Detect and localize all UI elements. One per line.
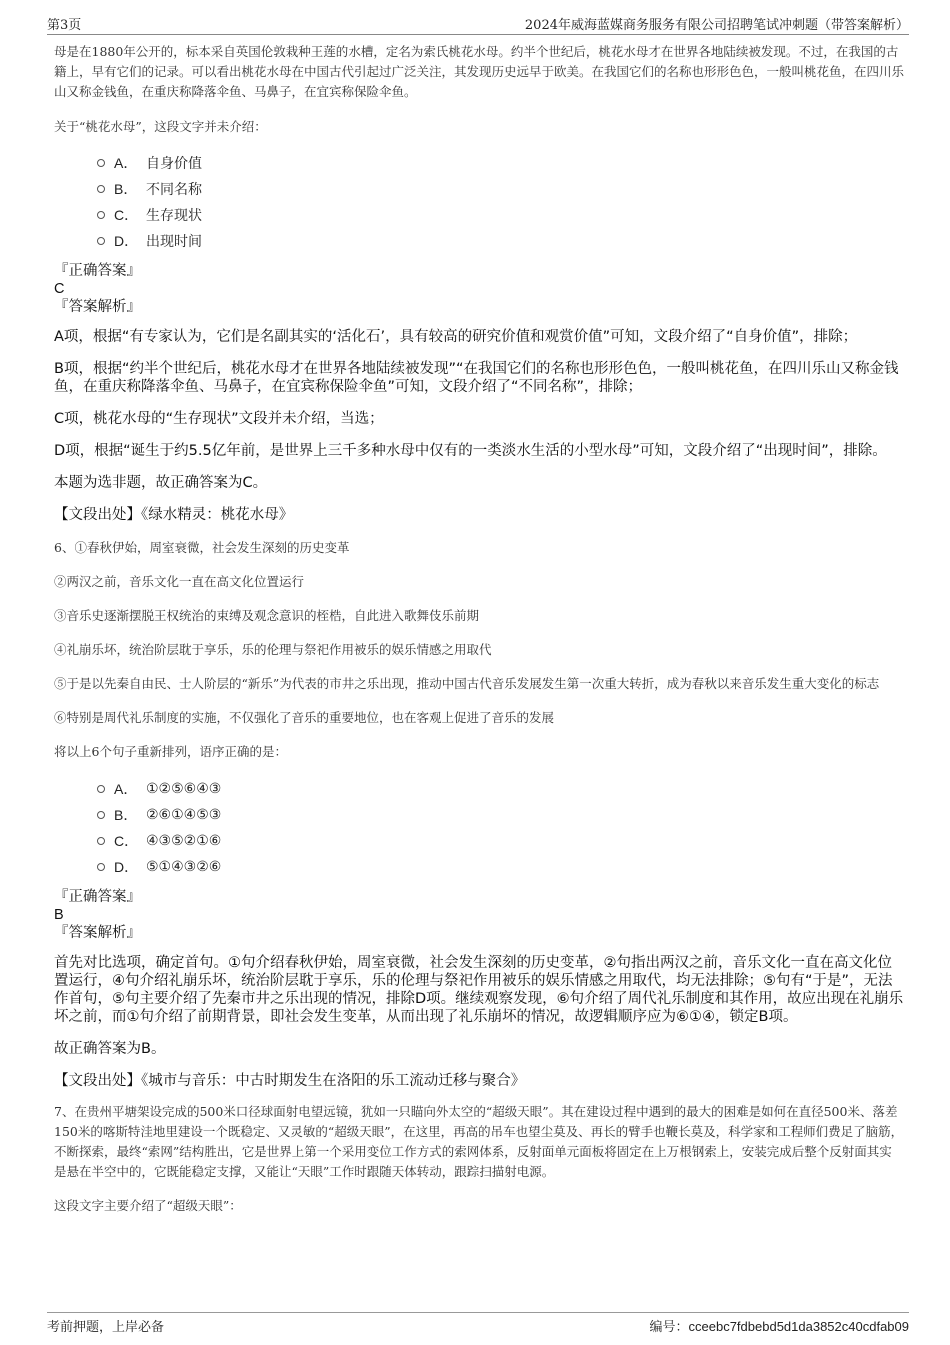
q6-sentence-3: ③音乐史逐渐摆脱王权统治的束缚及观念意识的桎梏，自此进入歌舞伎乐前期	[54, 608, 480, 623]
code-label: 编号：	[649, 1320, 689, 1335]
q5-analysis-c: C项，桃花水母的“生存现状”文段并未介绍，当选；	[54, 411, 384, 427]
source-label: 【文段出处】	[54, 507, 141, 523]
q6-analysis-label: 『答案解析』	[54, 925, 141, 941]
q6-option-a[interactable]	[54, 776, 904, 802]
option-text: 不同名称	[146, 182, 202, 198]
q6-answer: B	[54, 907, 64, 923]
q6-option-b[interactable]	[54, 802, 904, 828]
radio-icon[interactable]	[97, 211, 105, 219]
q5-option-b[interactable]	[54, 176, 904, 202]
option-key: B．	[114, 181, 138, 197]
q5-analysis-b: B项，根据“约半个世纪后，桃花水母才在世界各地陆续被发现”“在我国它们的名称也形形色色，一般叫桃花鱼，在四川乐山又称金钱鱼，在重庆称降落伞鱼、马鼻子，在宜宾称保险伞鱼”可知，文段介绍了“不同名称”，排除；	[54, 361, 899, 395]
option-key: B．	[114, 807, 138, 823]
source-title: 《绿水精灵：桃花水母》	[141, 507, 294, 523]
q5-conclusion: 本题为选非题，故正确答案为C。	[54, 475, 268, 491]
q5-passage: 母是在1880年公开的，标本采自英国伦敦栽种王莲的水槽，定名为索氏桃花水母。约半个世纪后，桃花水母才在世界各地陆续被发现。不过，在我国的古籍上，早有它们的记录。可以看出桃花水母在中国古代引起过广泛关注，其发现历史远早于欧美。在我国它们的名称也形形色色，一般叫桃花鱼，在四川乐山又称金钱鱼，在重庆称降落伞鱼、马鼻子，在宜宾称保险伞鱼。	[54, 44, 905, 99]
q5-analysis-a: A项，根据“有专家认为，它们是名副其实的‘活化石’，具有较高的研究价值和观赏价值”可知，文段介绍了“自身价值”，排除；	[54, 329, 858, 345]
q5-answer-label: 『正确答案』	[54, 263, 141, 279]
q6-source	[54, 1072, 904, 1090]
q7-passage: 7、在贵州平塘架设完成的500米口径球面射电望远镜，犹如一只瞄向外太空的“超级天眼”。其在建设过程中遇到的最大的困难是如何在直径500米、落差150米的喀斯特洼地里建设一个既稳定、又灵敏的“超级天眼”，在这里，再高的吊车也望尘莫及、再长的臂手也鞭长莫及，科学家和工程师们费足了脑筋，不断探索，最终“索网”结构胜出，它是世界上第一个采用变位工作方式的索网体系，反射面单元面板将固定在上万根钢索上，安装完成后整个反射面其实是悬在半空中的，它既能稳定支撑，又能让“天眼”工作时跟随天体转动，跟踪扫描射电源。	[54, 1104, 904, 1179]
q6-option-d[interactable]	[54, 854, 904, 880]
radio-icon[interactable]	[97, 185, 105, 193]
page-header	[47, 12, 909, 35]
q6-sentence-1: 6、①春秋伊始，周室衰微，社会发生深刻的历史变革	[54, 540, 350, 555]
option-text: 生存现状	[146, 208, 202, 224]
q5-option-d[interactable]	[54, 228, 904, 254]
radio-icon[interactable]	[97, 863, 105, 871]
source-label: 【文段出处】	[54, 1073, 141, 1089]
q6-sentence-4: ④礼崩乐坏，统治阶层耽于享乐，乐的伦理与祭祀作用被乐的娱乐情感之用取代	[54, 642, 492, 657]
radio-icon[interactable]	[97, 159, 105, 167]
option-key: A．	[114, 155, 138, 171]
q5-answer: C	[54, 281, 65, 297]
q5-analysis-d: D项，根据“诞生于约5.5亿年前，是世界上三千多种水母中仅有的一类淡水生活的小型水母”可知，文段介绍了“出现时间”，排除。	[54, 443, 887, 459]
q5-analysis-label: 『答案解析』	[54, 299, 141, 315]
radio-icon[interactable]	[97, 837, 105, 845]
option-key: D．	[114, 233, 139, 249]
q6-question: 将以上6个句子重新排列，语序正确的是：	[54, 744, 287, 759]
source-title: 《城市与音乐：中古时期发生在洛阳的乐工流动迁移与聚合》	[141, 1073, 526, 1089]
option-text: ⑤①④③②⑥	[146, 859, 222, 875]
radio-icon[interactable]	[97, 811, 105, 819]
q7-question: 这段文字主要介绍了“超级天眼”：	[54, 1198, 242, 1213]
option-key: A．	[114, 781, 138, 797]
document-title: 2024年威海蓝媒商务服务有限公司招聘笔试冲刺题（带答案解析）	[524, 18, 909, 33]
document-code	[650, 1316, 910, 1335]
q6-answer-label: 『正确答案』	[54, 889, 141, 905]
option-key: D．	[114, 859, 139, 875]
page-footer	[47, 1312, 909, 1335]
option-text: 自身价值	[146, 156, 202, 172]
option-text: ②⑥①④⑤③	[146, 807, 222, 823]
page-number: 第3页	[47, 18, 82, 33]
radio-icon[interactable]	[97, 237, 105, 245]
code-value: cceebc7fdbebd5d1da3852c40cdfab09	[688, 1319, 909, 1334]
q6-sentence-2: ②两汉之前，音乐文化一直在高文化位置运行	[54, 574, 305, 589]
option-key: C．	[114, 833, 139, 849]
option-text: ④③⑤②①⑥	[146, 833, 222, 849]
radio-icon[interactable]	[97, 785, 105, 793]
q5-question: 关于“桃花水母”，这段文字并未介绍：	[54, 119, 267, 134]
q5-option-a[interactable]	[54, 150, 904, 176]
q6-conclusion: 故正确答案为B。	[54, 1041, 166, 1057]
q5-options	[54, 150, 904, 254]
q6-options	[54, 776, 904, 880]
q6-sentence-6: ⑥特别是周代礼乐制度的实施，不仅强化了音乐的重要地位，也在客观上促进了音乐的发展	[54, 710, 555, 725]
q6-sentence-5: ⑤于是以先秦自由民、士人阶层的“新乐”为代表的市井之乐出现，推动中国古代音乐发展发生第一次重大转折，成为春秋以来音乐发生重大变化的标志	[54, 676, 880, 691]
q5-source	[54, 506, 904, 524]
option-text: ①②⑤⑥④③	[146, 781, 222, 797]
q5-option-c[interactable]	[54, 202, 904, 228]
q6-analysis: 首先对比选项，确定首句。①句介绍春秋伊始，周室衰微，社会发生深刻的历史变革，②句指出两汉之前，音乐文化一直在高文化位置运行，④句介绍礼崩乐坏，统治阶层耽于享乐，乐的伦理与祭祀作用被乐的娱乐情感之用取代，均无法排除；⑤句有“于是”，无法作首句，⑤句主要介绍了先秦市井之乐出现的情况，排除D项。继续观察发现，⑥句介绍了周代礼乐制度和其作用，故应出现在礼崩乐坏之前，而①句介绍了前期背景，即社会发生变革，从而出现了礼乐崩坏的情况，故逻辑顺序应为⑥①④，锁定B项。	[54, 955, 904, 1025]
page-content	[54, 42, 904, 1216]
option-text: 出现时间	[146, 234, 202, 250]
q6-option-c[interactable]	[54, 828, 904, 854]
footer-slogan: 考前押题，上岸必备	[47, 1320, 165, 1335]
option-key: C．	[114, 207, 139, 223]
